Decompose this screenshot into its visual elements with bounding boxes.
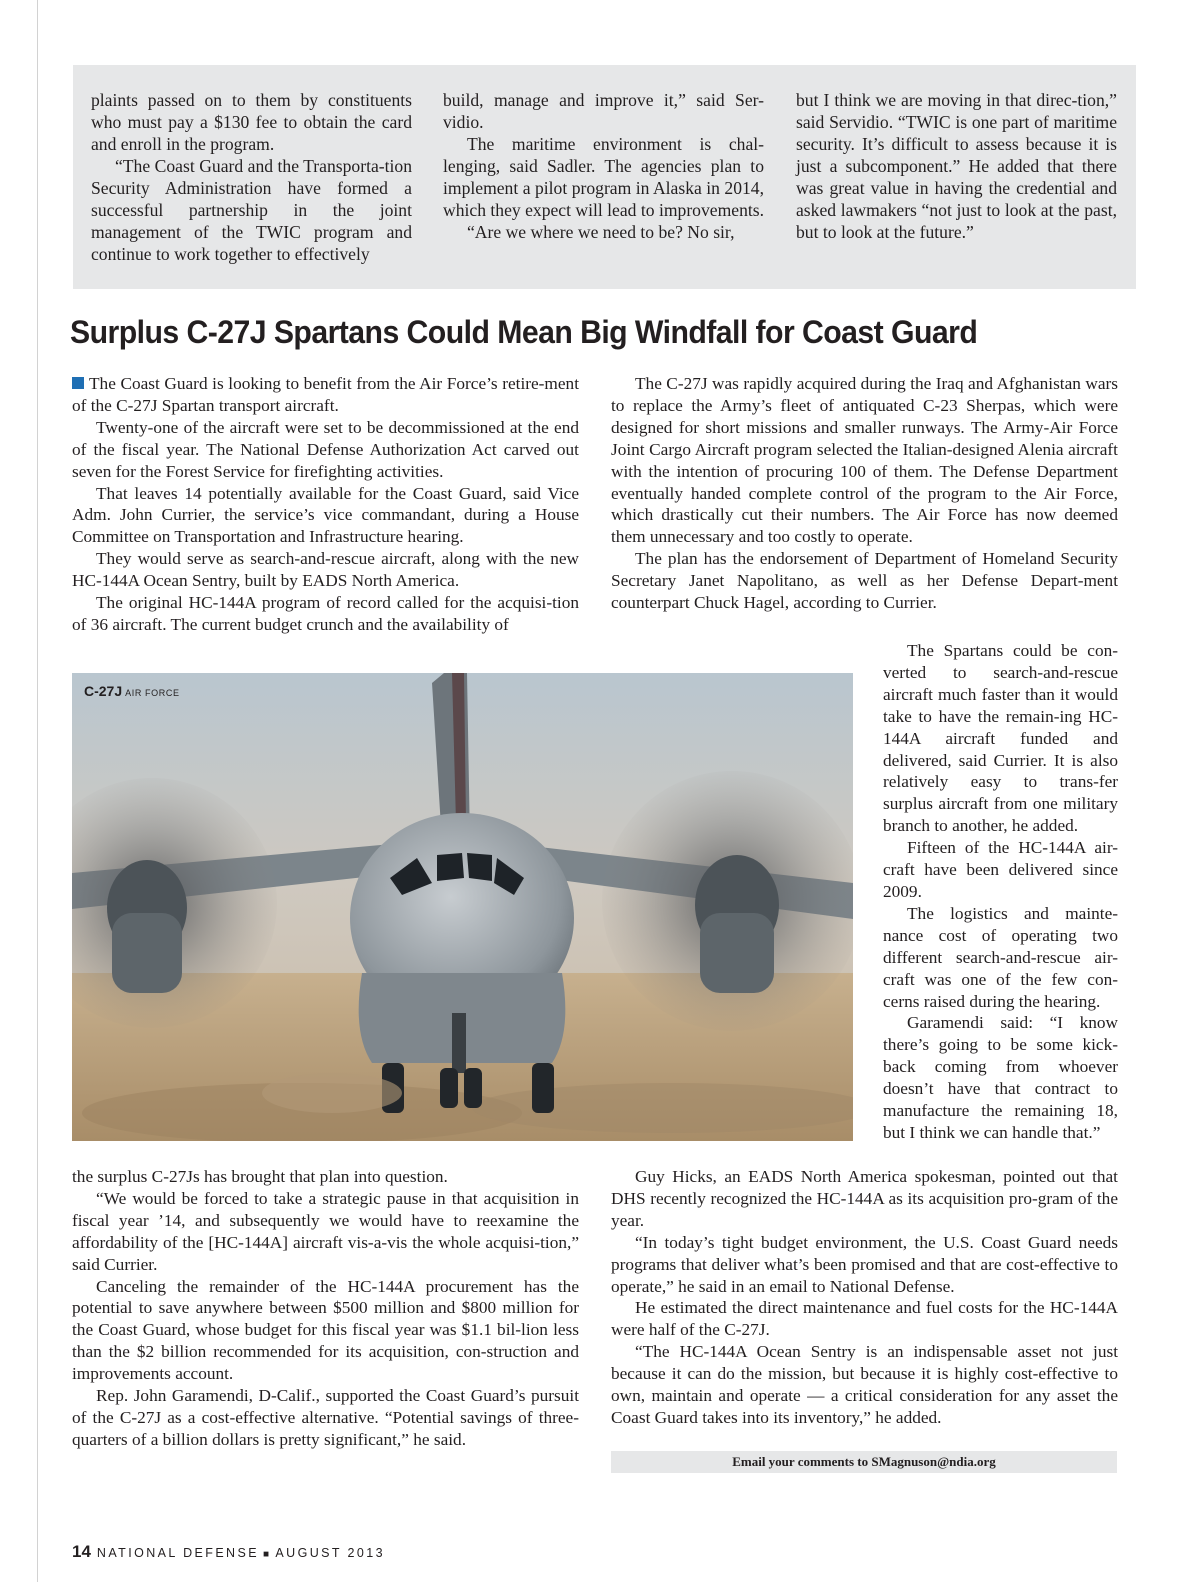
paragraph: but I think we are moving in that direc-tion,” said Servidio. “TWIC is one part of maritime security. It’s difficult to assess because it is just a subcomponent.” He added that there was great value in having the credential and asked lawmakers “not just to look at the past, but to look at the future.” (796, 90, 1117, 242)
paragraph: the surplus C-27Js has brought that plan into question. (72, 1167, 448, 1186)
paragraph: build, manage and improve it,” said Ser-vidio. (443, 90, 764, 132)
lead-paragraph (72, 373, 579, 417)
article-column-1-bottom (72, 1166, 579, 1451)
email-link[interactable]: SMagnuson@ndia.org (871, 1454, 996, 1469)
photo-credit-source: AIR FORCE (125, 688, 180, 698)
continued-column-3 (796, 89, 1117, 243)
article-column-2-top (611, 373, 1118, 614)
paragraph-text: The Coast Guard is looking to benefit from the Air Force’s retire-ment of the C-27J Spartan transport aircraft. (72, 374, 579, 415)
paragraph: “The Coast Guard and the Transporta-tion Security Administration have formed a successful partnership in the joint management of the TWIC program and continue to work together to effectively (91, 156, 412, 264)
paragraph: The original HC-144A program of record called for the acquisi-tion of 36 aircraft. The current budget crunch and the availability of (72, 593, 579, 634)
article-column-2-narrow (883, 640, 1118, 1144)
paragraph: Fifteen of the HC-144A air-craft have been delivered since 2009. (883, 838, 1118, 901)
paragraph: He estimated the direct maintenance and fuel costs for the HC-144A were half of the C-27J. (611, 1298, 1118, 1340)
paragraph: Guy Hicks, an EADS North America spokesman, pointed out that DHS recently recognized the HC-144A as its acquisition pro-gram of the year. (611, 1167, 1118, 1230)
page-number: 14 (72, 1542, 91, 1561)
continued-column-2 (443, 89, 764, 243)
paragraph: Twenty-one of the aircraft were set to be decommissioned at the end of the fiscal year. The National Defense Authorization Act carved out seven for the Forest Service for firefighting activities. (72, 417, 579, 481)
article-headline: Surplus C-27J Spartans Could Mean Big Windfall for Coast Guard (70, 314, 978, 350)
paragraph: They would serve as search-and-rescue aircraft, along with the new HC-144A Ocean Sentry, built by EADS North America. (72, 549, 579, 591)
page-margin-line (37, 0, 38, 1582)
paragraph: The C-27J was rapidly acquired during the Iraq and Afghanistan wars to replace the Army’s fleet of antiquated C-23 Sherpas, which were designed for short missions and smaller runways. The Army-Air Force Joint Cargo Aircraft program selected the Italian-designed Alenia aircraft with the intention of procuring 100 of them. The Defense Department eventually handed complete control of the program to the Air Force, which drastically cut their numbers. The Air Force has now deemed them unnecessary and too costly to operate. (611, 374, 1118, 547)
photo-credit-title: C-27J (84, 683, 123, 699)
email-comments-bar (611, 1451, 1117, 1473)
paragraph: The plan has the endorsement of Department of Homeland Security Secretary Janet Napolitano, as well as her Defense Depart-ment counterpart Chuck Hagel, according to Currier. (611, 549, 1118, 613)
paragraph: Garamendi said: “I know there’s going to be some kick-back coming from whoever doesn’t have that contract to manufacture the remaining 18, but I think we can handle that.” (883, 1013, 1118, 1142)
article-column-2-bottom (611, 1166, 1118, 1429)
publication-name: NATIONAL DEFENSE (96, 1546, 259, 1560)
email-prefix: Email your comments to (732, 1454, 872, 1469)
paragraph: “We would be forced to take a strategic pause in that acquisition in fiscal year ’14, and subsequently we would have to reexamine the affordability of the [HC-144A] aircraft vis-a-vis the whole acquisi-tion,” said Currier. (72, 1188, 579, 1274)
paragraph: Canceling the remainder of the HC-144A procurement has the potential to save anywhere between $500 million and $800 million for the Coast Guard, whose budget for this fiscal year was $1.1 bil-lion less than the $2 billion recommended for its acquisition, con-struction and improvements account. (72, 1276, 579, 1384)
page-footer (72, 1542, 385, 1562)
c27j-aircraft-illustration (72, 673, 853, 1141)
section-bullet-icon (72, 377, 84, 389)
paragraph: Rep. John Garamendi, D-Calif., supported the Coast Guard’s pursuit of the C-27J as a cost-effective alternative. “Potential savings of three-quarters of a billion dollars is pretty significant,” he said. (72, 1386, 579, 1449)
paragraph: “Are we where we need to be? No sir, (467, 222, 735, 242)
paragraph: The logistics and mainte-nance cost of operating two different search-and-rescue air-craft was one of the few con-cerns raised during the hearing. (883, 903, 1118, 1011)
paragraph: The maritime environment is chal-lenging, said Sadler. The agencies plan to implement a pilot program in Alaska in 2014, which they expect will lead to improvements. (443, 134, 765, 220)
continued-column-1 (91, 89, 412, 265)
aircraft-photo (72, 673, 853, 1141)
paragraph: The Spartans could be con-verted to search-and-rescue aircraft much faster than it would take to have the remain-ing HC-144A aircraft funded and delivered, said Currier. It is also relatively easy to trans-fer surplus aircraft from one military branch to another, he added. (883, 641, 1118, 836)
paragraph: plaints passed on to them by constituents who must pay a $130 fee to obtain the card and enroll in the program. (91, 90, 412, 154)
article-column-1-top (72, 373, 579, 636)
paragraph: That leaves 14 potentially available for the Coast Guard, said Vice Adm. John Currier, the service’s vice commandant, during a House Committee on Transportation and Infrastructure hearing. (72, 483, 579, 547)
footer-separator: ■ (262, 1549, 272, 1560)
paragraph: “In today’s tight budget environment, the U.S. Coast Guard needs programs that deliver what’s been promised and that are cost-effective to operate,” he said in an email to National Defense. (611, 1232, 1118, 1296)
photo-credit (84, 683, 180, 701)
issue-date: AUGUST 2013 (275, 1546, 385, 1560)
continued-story-box (73, 65, 1136, 289)
paragraph: “The HC-144A Ocean Sentry is an indispensable asset not just because it can do the mission, but because it is highly cost-effective to own, maintain and operate — a critical consideration for any asset the Coast Guard takes into its inventory,” he added. (611, 1342, 1118, 1427)
